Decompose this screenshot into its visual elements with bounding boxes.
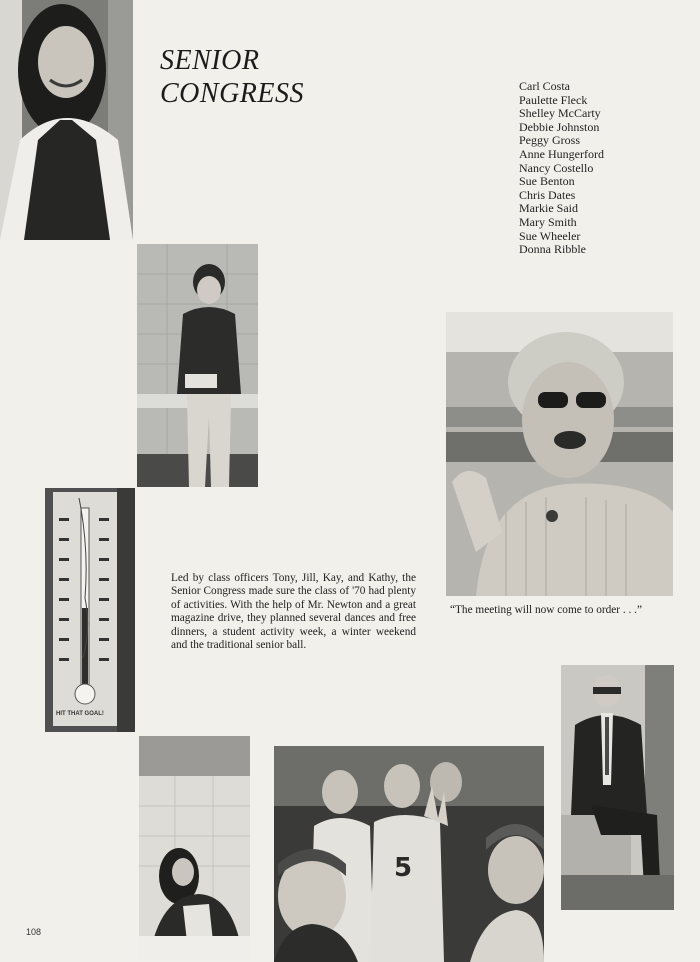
section-title-line1: SENIOR: [160, 45, 260, 76]
roster-name: Carl Costa: [519, 79, 570, 93]
section-title: [160, 44, 304, 110]
thermometer-slogan: HIT THAT GOAL!: [56, 711, 104, 717]
photo-thermometer-chart: [45, 488, 135, 732]
roster-name: Mary Smith: [519, 214, 577, 229]
page-number: 108: [26, 927, 42, 937]
roster-name: Anne Hungerford: [519, 146, 604, 161]
photo-boy-standing: [137, 244, 258, 487]
photo-girl-at-desk: [139, 736, 250, 960]
member-roster: [519, 80, 604, 257]
roster-name: Markie Said: [519, 201, 578, 216]
section-title-line2: CONGRESS: [160, 78, 304, 109]
roster-name: Sue Benton: [519, 174, 575, 189]
photo-group-of-students: [274, 746, 544, 962]
photo-man-in-suit: [561, 665, 674, 910]
roster-name: Paulette Fleck: [519, 92, 588, 107]
svg-text:5: 5: [394, 853, 413, 883]
photo-smiling-girl: [0, 0, 133, 240]
roster-name: Nancy Costello: [519, 160, 594, 175]
roster-name: Debbie Johnston: [519, 119, 600, 134]
roster-name: Shelley McCarty: [519, 106, 601, 121]
roster-name: Sue Wheeler: [519, 228, 581, 243]
roster-name: Donna Ribble: [519, 242, 586, 257]
photo-caption: “The meeting will now come to order . . .”: [450, 604, 642, 616]
roster-name: Chris Dates: [519, 187, 576, 202]
photo-girl-glasses: [446, 312, 673, 596]
roster-name: Peggy Gross: [519, 133, 581, 148]
body-paragraph: Led by class officers Tony, Jill, Kay, and Kathy, the Senior Congress made sure the class of '70 had plenty of activities. With the help of Mr. Newton and a great magazine drive, they planned several dances and free dinners, a student activity week, a winter weekend and the traditional senior ball.: [171, 572, 416, 652]
